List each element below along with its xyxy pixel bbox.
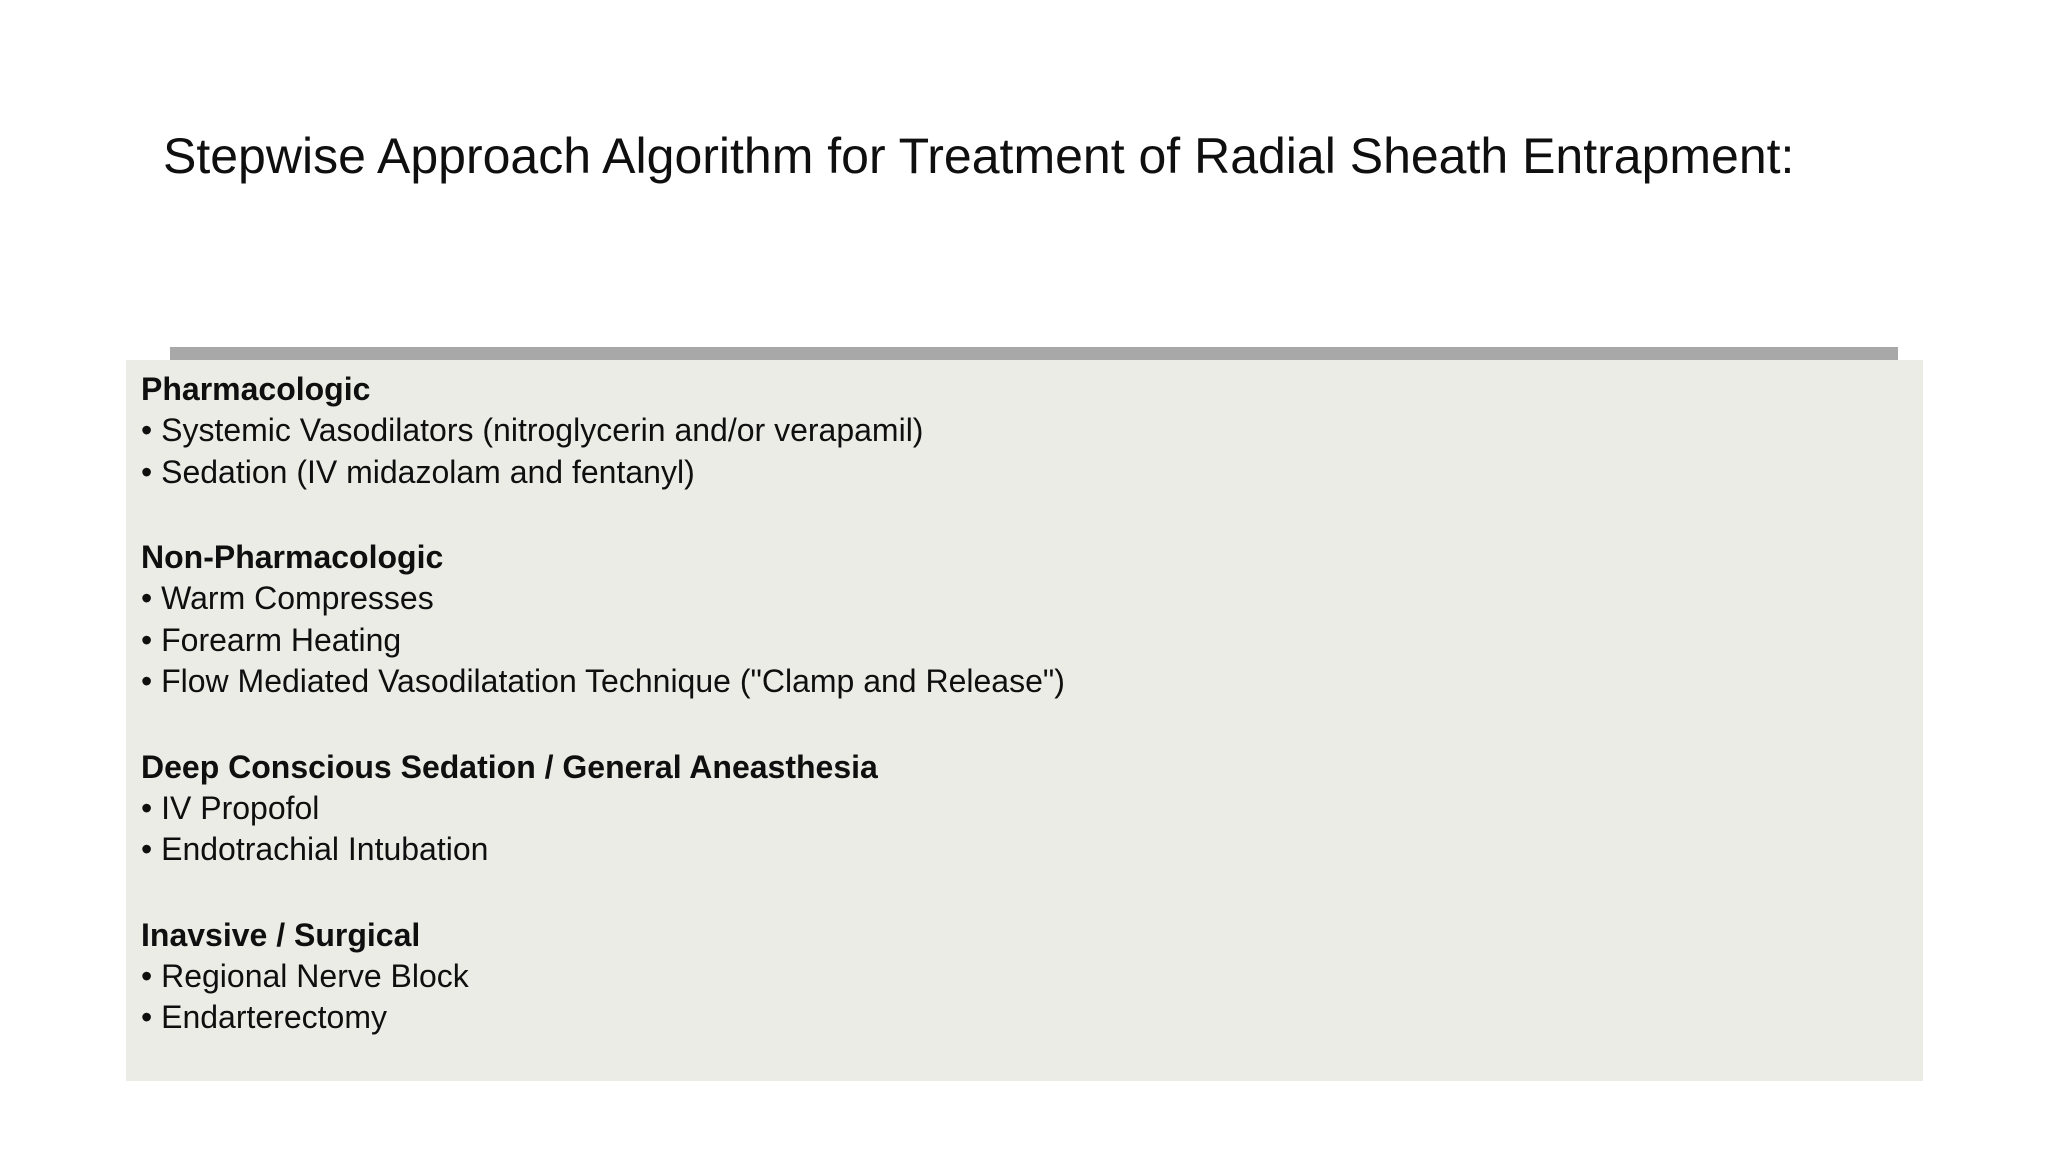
list-item: • Flow Mediated Vasodilatation Technique ("Clamp and Release") bbox=[141, 661, 1923, 703]
title-divider bbox=[170, 347, 1898, 360]
list-item: • Warm Compresses bbox=[141, 578, 1923, 620]
list-item: • Systemic Vasodilators (nitroglycerin and/or verapamil) bbox=[141, 410, 1923, 452]
list-item: • Endarterectomy bbox=[141, 997, 1923, 1039]
section-heading: Non-Pharmacologic bbox=[141, 539, 444, 575]
section-non-pharmacologic bbox=[141, 536, 1923, 703]
bullet-list bbox=[141, 956, 1923, 1039]
section-heading: Deep Conscious Sedation / General Aneasthesia bbox=[141, 748, 878, 785]
section-deep-sedation bbox=[141, 746, 1923, 871]
section-pharmacologic bbox=[141, 368, 1923, 493]
bullet-list bbox=[141, 788, 1923, 871]
section-heading: Pharmacologic bbox=[141, 371, 371, 407]
content-panel bbox=[126, 360, 1923, 1081]
list-item: • Sedation (IV midazolam and fentanyl) bbox=[141, 452, 1923, 494]
bullet-list bbox=[141, 410, 1923, 493]
bullet-list bbox=[141, 578, 1923, 703]
list-item: • Endotrachial Intubation bbox=[141, 829, 1923, 871]
section-heading: Inavsive / Surgical bbox=[141, 916, 421, 953]
list-item: • Forearm Heating bbox=[141, 620, 1923, 662]
slide-title: Stepwise Approach Algorithm for Treatment of Radial Sheath Entrapment: bbox=[163, 128, 1795, 184]
section-invasive-surgical bbox=[141, 914, 1923, 1039]
list-item: • Regional Nerve Block bbox=[141, 956, 1923, 998]
list-item: • IV Propofol bbox=[141, 788, 1923, 830]
